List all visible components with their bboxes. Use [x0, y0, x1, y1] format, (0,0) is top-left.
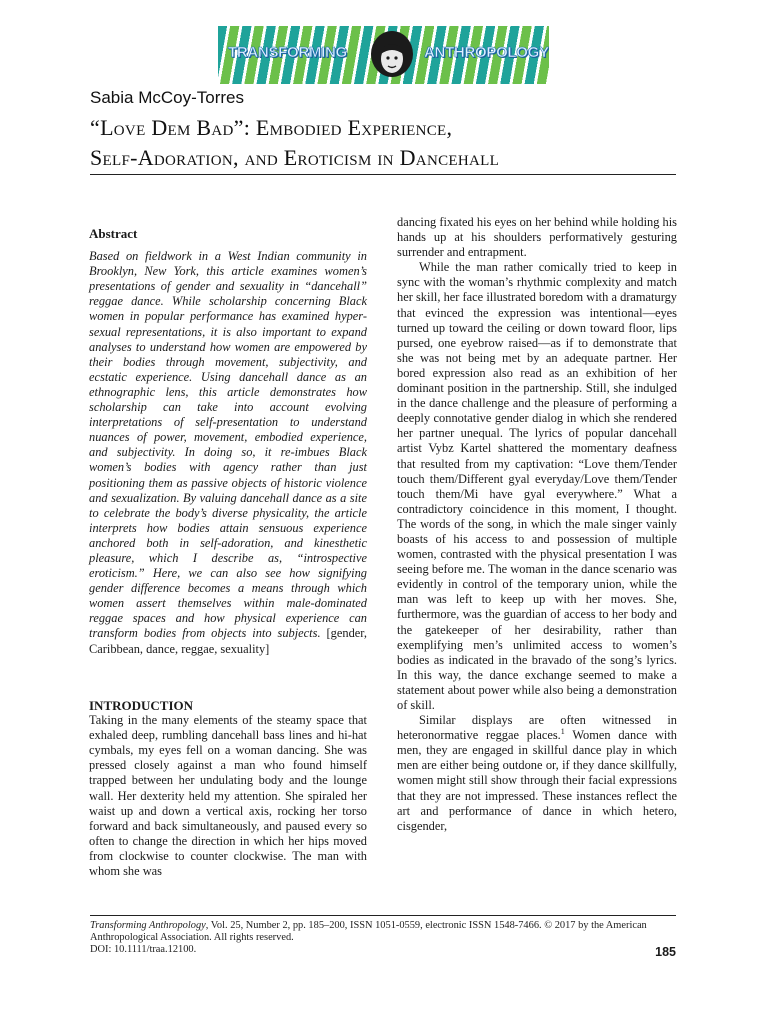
footer-citation-text: , Vol. 25, Number 2, pp. 185–200, ISSN 1051-0559, electronic ISSN 1548-7466. © 2017 by the American Anthropological Association. All rights reserved. [90, 920, 647, 944]
footnote-marker[interactable]: 1 [560, 727, 565, 737]
introduction-heading: INTRODUCTION [89, 698, 194, 713]
abstract-section [89, 226, 367, 657]
abstract-keywords: [gender, Caribbean, dance, reggae, sexuality] [89, 626, 367, 656]
right-paragraph-3 [397, 713, 677, 834]
article-title [90, 113, 690, 173]
page-number: 185 [655, 945, 676, 959]
banner-word-transforming: TRANSFORMING [228, 44, 347, 61]
title-rule [90, 174, 676, 175]
right-paragraph-3-start: Similar displays are often witnessed in heteronormative reggae places. [397, 713, 677, 743]
introduction-paragraph-1: Taking in the many elements of the steamy space that exhaled deep, rumbling dancehall bass lines and hi-hat cymbals, my eyes fell on a woman dancing. She was pressed closely against a man who found himself trapped between her undulating body and the lounge wall. Her dexterity held my attention. She spiraled her waist up and down a vertical axis, rocking her torso forward and back simultaneously, and paused every so often to change the direction in which her hips moved from clockwise to counter clockwise. The man with whom she was [89, 713, 367, 879]
footer-journal-name: Transforming Anthropology [90, 920, 206, 931]
right-paragraph-3-end: Women dance with men, they are engaged in skillful dance play in which men are either being outdone or, if they dance skillfully, women might still show through their facial expressions that they are not impressed. These instances reflect the art and performance of dance in which hetero, cisgender, [397, 728, 678, 833]
right-paragraph-1: dancing fixated his eyes on her behind while holding his hands up at his shoulders performatively gesturing surrender and entrapment. [397, 215, 677, 260]
title-line-2: Self-Adoration, and Eroticism in Dancehall [90, 145, 500, 170]
abstract-text: Based on fieldwork in a West Indian community in Brooklyn, New York, this article examines women’s presentations of gender and sexuality in “dancehall” reggae dance. While scholarship concerning Black women in popular performance has examined hyper-sexual representations, it is also important to expand analyses to understand how women are empowered by their bodies through movement, subjectivity, and ecstatic experience. Using dancehall dance as an ethnographic lens, this article demonstrates how scholarship can take into account evolving interpretations of self-presentation to understand nuances of power, movement, embodied experience, and subjectivity. In doing so, it re-imbues Black women’s bodies with agency rather than just positioning them as passive objects of historic violence and sexualization. By valuing dancehall dance as a site to celebrate the body’s diverse physicality, the article interprets how bodies attain sensuous experience anchored both in self-adoration, and kinesthetic pleasure, which I describe as, “introspective eroticism.” Here, we can also see how signifying gender difference becomes a means through which women assert themselves within male-dominated reggae spaces and how physical experience can transform bodies from objects into subjects. [89, 249, 367, 641]
abstract-body [89, 249, 367, 657]
abstract-heading: Abstract [89, 226, 138, 241]
author-name: Sabia McCoy-Torres [90, 88, 244, 107]
footer-doi[interactable]: DOI: 10.1111/traa.12100. [90, 944, 197, 956]
footer-rule [90, 915, 676, 916]
citation-line [90, 920, 676, 944]
footer-citation [90, 920, 676, 957]
introduction-section [89, 698, 367, 879]
right-paragraph-2: While the man rather comically tried to keep in sync with the woman’s rhythmic complexity and match her skill, her face illustrated boredom with a dramaturgy that evinced the expression was intentional—eyes turned up toward the ceiling or down toward floor, lips pursed, one eyebrow raised—as if to demonstrate that she was not being met by an adequate partner. Her bored expression also read as an exhibition of her dominant position in the partnership. Still, she indulged in the dance challenge and the pleasure of performing a deeply connotative gender dialog in which she rendered her partner unequal. The lyrics of popular dancehall artist Vybz Kartel shattered the momentary deafness that resulted from my captivation: “Love them/Tender touch them/Different gyal everyday/Love them/Tender touch them/Mi have gyal everywhere.” What a contradictory coincidence in this moment, I thought. The words of the song, in which the male singer vainly boasts of his access to and possession of multiple women, contrasted with the physical presentation I was seeing before me. The woman in the dance scenario was evidently in control of the temporary union, while the man was left to keep up with her moves. She, furthermore, was the guardian of access to her body and the gatekeeper of her desirability, rather than exemplifying men’s unlimited access to women’s bodies as indicated in the bravado of the song’s lyrics. In this way, the dance exchange seemed to make a statement about power while also being a demonstration of skill. [397, 260, 677, 712]
banner-word-anthropology: ANTHROPOLOGY [424, 44, 549, 61]
right-column [397, 215, 677, 834]
title-line-1: “Love Dem Bad”: Embodied Experience, [90, 115, 453, 140]
face-logo-icon [368, 30, 416, 80]
journal-banner [218, 26, 549, 84]
